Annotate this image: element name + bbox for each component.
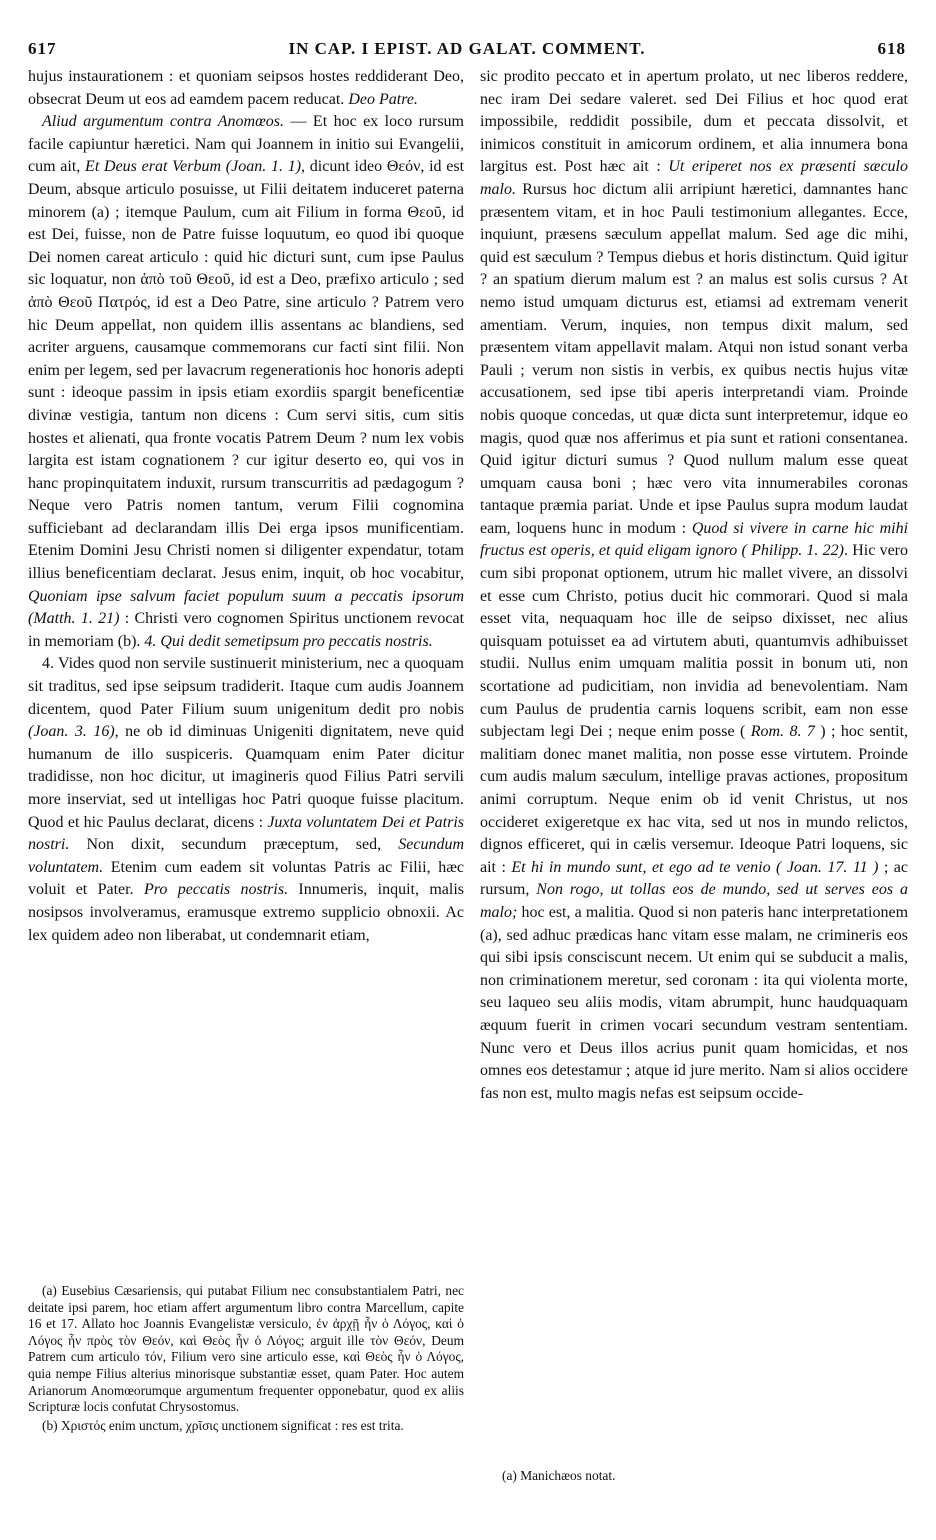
footnote-right: (a) Manichæos notat. <box>502 1468 616 1483</box>
footnote-a: (a) Eusebius Cæsariensis, qui putabat Filium nec consubstantialem Patri, nec deitate ipsi parem, hoc etiam affert argumentum libro contra Marcellum, capite 16 et 17. Allato hoc Joannis Evangelistæ versiculo, ἐν ἀρχῇ ἦν ὁ Λόγος, καὶ ὁ Λόγος ἦν πρὸς τὸν Θεόν, καὶ Θεὸς ἦν ὁ Λόγος; arguit ille τὸν Θεόν, Deum Patrem cum articulo τόν, Filium vero sine articulo esse, καὶ Θεὸς ἦν ὁ Λόγος, quia nempe Filius alterius minorisque substantiæ esset, quam Pater. Hoc autem Arianorum Anomœorumque argumentum frequenter opponebatur, quod ex aliis Scripturæ locis confutat Chrysostomus. <box>28 1283 464 1415</box>
paragraph: sic prodito peccato et in apertum prolato, ut nec liberos reddere, nec iram Dei sedare valeret. sed Dei Filius et hoc quod erat impossibile, reddidit possibile, dum et peccata dissolvit, et inimicos constituit in amicorum ordinem, et alia innumera bona largitus est. Post hæc ait : Ut eriperet nos ex præsenti sæculo malo. Rursus hoc dictum alii arripiunt hæretici, damnantes hanc præsentem vitam, et in hoc Pauli testimonium allegantes. Ecce, inquiunt, præsens sæculum appellat malum. Sed age dic mihi, quid est sæculum ? Tempus diebus et horis distinctum. Quid igitur ? an spatium dierum malum est ? an malus est solis cursus ? At nemo istud umquam dicturus est, etiamsi ad extremam venerit amentiam. Verum, inquies, non tempus dixit malum, sed præsentem vitam appellavit malam. Atqui non istud sonant verba Pauli ; verum non sistis in verbis, ex quibus nectis hujus vitæ accusationem, sed ipse tibi aperis interpretandi viam. Proinde nobis quoque concedas, ut quæ dicta sunt interpretemur, idque eo magis, quod quæ nos afferimus et pia sunt et rationi consentanea. Quid igitur dicturi sumus ? Quod nullum malum esse queat umquam causa boni ; hæc vero vita innumerabiles coronas tantaque præmia pariat. Unde et ipse Paulus supra modum laudat eam, loquens hunc in modum : Quod si vivere in carne hic mihi fructus est operis, et quid eligam ignoro ( Philipp. 1. 22). Hic vero cum sibi proponat optionem, utrum hic mallet vivere, an dissolvi et esse cum Christo, potius ducit hic commorari. Quod si mala esset vita, nequaquam hoc ille de seipso dixisset, nec alius quisquam potuisset ea ad virtutem abuti, quantumvis adhibuisset studii. Nullus enim umquam malitia possit in bonum uti, non scortatione ad pudicitiam, non invidia ad benevolentiam. Nam cum Paulus de prudentia carnis loquens scribit, eam non esse subjectam legi Dei ; neque enim posse ( Rom. 8. 7 ) ; hoc sentit, malitiam donec manet malitia, non posse esse virtutem. Proinde cum audis malum sæculum, intellige pravas actiones, propositum animi corruptum. Neque enim ob id venit Christus, ut nos occideret exigeretque ex hac vita, sed ut nos in mundo relictos, dignos efficeret, qui in cælis versemur. Ideoque Patri loquens, sic ait : Et hi in mundo sunt, et ego ad te venio ( Joan. 17. 11 ) ; ac rursum, Non rogo, ut tollas eos de mundo, sed ut serves eos a malo; hoc est, a malitia. Quod si non pateris hanc interpretationem (a), sed adhuc prædicas hanc vitam esse malam, ne crimineris eos qui sibi ipsis consciscunt necem. Ut enim qui se subducit a malis, non criminationem meretur, sed coronam : ita qui violenta morte, seu laqueo seu aliis modis, vitam abrumpit, hunc haudquaquam æquum fuerit in crimen vocari secundum vestram sententiam. Nunc vero et Deus illos acrius punit quam homicidas, et nos omnes eos detestamur ; atque id jure merito. Nam si alios occidere fas non est, multo magis nefas est seipsum occide- <box>480 68 908 1102</box>
running-header <box>28 36 906 62</box>
paragraph: Aliud argumentum contra Anomœos. — Et hoc ex loco rursum facile capiuntur hæretici. Nam qui Joannem in initio sui Evangelii, cum ait, Et Deus erat Verbum (Joan. 1. 1), dicunt ideo Θεόν, id est Deum, absque articulo posuisse, ut Filii deitatem induceret paterna minorem (a) ; itemque Paulum, cum ait Filium in forma Θεοῦ, id est Dei, fuisse, non de Patre fuisse loquutum, eo quod ibi quoque Dei nomen careat articulo : quid hic dicturi sunt, cum ipse Paulus sic loquatur, non ἀπὸ τοῦ Θεοῦ, id est a Deo, præfixo articulo ; sed ἀπὸ Θεοῦ Πατρός, id est a Deo Patre, sine articulo ? Patrem vero hic Deum appellat, non quidem illis assentans ac blandiens, sed acriter arguens, causamque commemorans cur facti sint filii. Non enim per legem, sed per lavacrum regenerationis hoc honoris adepti sunt : ideoque passim in ipsis etiam exordiis spargit beneficentiæ divinæ vestigia, tantum non dicens : Cum servi sitis, cum sitis hostes et alienati, qua fronte vocatis Patrem Deum ? num lex vobis largita est istam cognationem ? cur igitur deserto eo, qui vos in hanc propinquitatem induxit, rursum transcurritis ad pædagogum ? Neque vero Patris nomen tantum, verum Filii cognomina sufficiebant ad declarandam illis Dei erga ipsos munificentiam. Etenim Domini Jesu Christi nomen si diligenter expendatur, totam illius beneficentiam declarat. Jesus enim, inquit, ob hoc vocabitur, Quoniam ipse salvum faciet populum suum a peccatis ipsorum (Matth. 1. 21) : Christi vero cognomen Spiritus unctionem revocat in memoriam (b). 4. Qui dedit semetipsum pro peccatis nostris. <box>28 113 464 650</box>
left-column <box>28 66 464 1266</box>
footnotes-left <box>28 1283 464 1436</box>
page-number-left: 617 <box>28 39 57 58</box>
paragraph: 4. Vides quod non servile sustinuerit ministerium, nec a quoquam sit traditus, sed ipse seipsum tradiderit. Itaque cum audis Joannem dicentem, quod Pater Filium suum unigenitum dedit pro nobis (Joan. 3. 16), ne ob id diminuas Unigeniti dignitatem, neve quid humanum de illo suspiceris. Quamquam enim Pater dicitur tradidisse, non hoc dicitur, ut imagineris quod Filius Patri servili more inserviat, sed ut intelligas hoc Patri quoque fuisse placitum. Quod et hic Paulus declarat, dicens : Juxta voluntatem Dei et Patris nostri. Non dixit, secundum præceptum, sed, Secundum voluntatem. Etenim cum eadem sit voluntas Patris ac Filii, hæc voluit et Pater. Pro peccatis nostris. Innumeris, inquit, malis nosipsos involveramus, eramusque extremo supplicio obnoxii. Ac lex quidem adeo non liberabat, ut condemnarit etiam, <box>28 655 464 944</box>
footnote-b: (b) Χριστός enim unctum, χρῖσις unctionem significat : res est trita. <box>42 1417 404 1433</box>
paragraph: hujus instaurationem : et quoniam seipsos hostes reddiderant Deo, obsecrat Deum ut eos ad eamdem pacem reducat. Deo Patre. <box>28 68 464 108</box>
page-number-right: 618 <box>877 39 906 58</box>
running-title: IN CAP. I EPIST. AD GALAT. COMMENT. <box>288 39 646 58</box>
right-column <box>480 66 908 1456</box>
